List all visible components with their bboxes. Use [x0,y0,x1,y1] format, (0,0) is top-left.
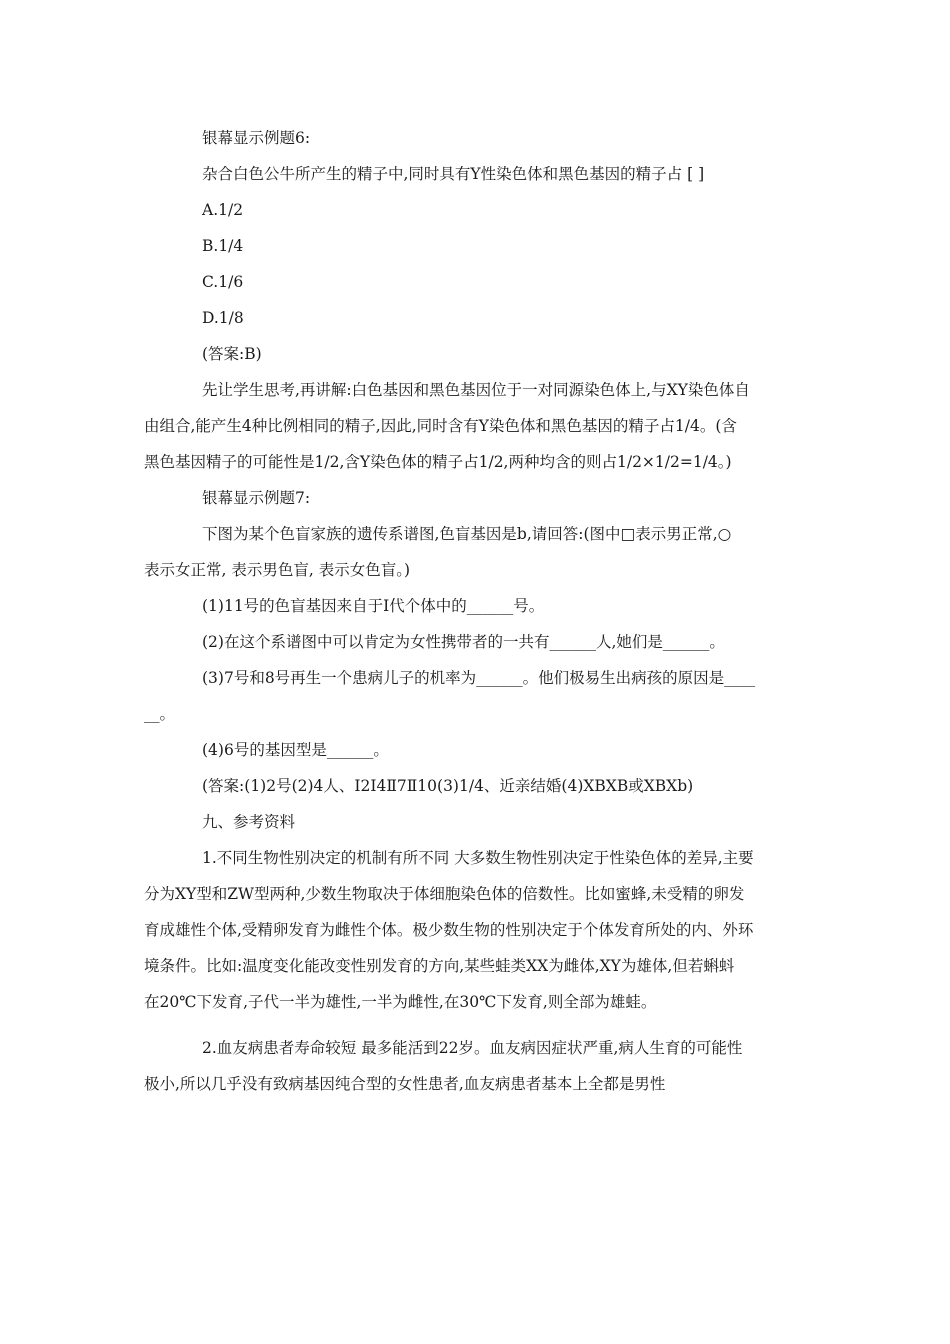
option-c: C.1/6 [202,273,244,291]
example6-explanation-line: 由组合,能产生4种比例相同的精子,因此,同时含有Y染色体和黑色基因的精子占1/4。(含 [144,417,737,435]
option-b: B.1/4 [202,237,244,255]
option-a: A.1/2 [202,201,244,219]
example6-heading: 银幕显示例题6: [202,129,311,147]
example7-answer: (答案:(1)2号(2)4人、Ⅰ2Ⅰ4Ⅱ7Ⅱ10(3)1/4、近亲结婚(4)XBXB或XBXb) [202,777,694,795]
reference-para1-line: 在20℃下发育,子代一半为雄性,一半为雌性,在30℃下发育,则全部为雄蛙。 [144,993,657,1011]
example7-question-3-continued: __。 [144,705,176,723]
example7-intro-line: 表示女正常, 表示男色盲, 表示女色盲。) [144,561,411,579]
option-d: D.1/8 [202,309,244,327]
example6-explanation-line: 黑色基因精子的可能性是1/2,含Y染色体的精子占1/2,两种均含的则占1/2×1/2=1/4。) [144,453,732,471]
reference-para1-line: 育成雄性个体,受精卵发育为雌性个体。极少数生物的性别决定于个体发育所处的内、外环 [144,921,754,939]
example6-question: 杂合白色公牛所产生的精子中,同时具有Y性染色体和黑色基因的精子占 [ ] [202,165,705,183]
example7-question-1: (1)11号的色盲基因来自于Ⅰ代个体中的______号。 [202,597,545,615]
document-page [144,120,808,1102]
example7-question-4: (4)6号的基因型是______。 [202,741,389,759]
reference-para1-line: 1.不同生物性别决定的机制有所不同 大多数生物性别决定于性染色体的差异,主要 [202,849,754,867]
reference-para2-line: 极小,所以几乎没有致病基因纯合型的女性患者,血友病患者基本上全都是男性 [144,1075,666,1093]
example6-explanation-line: 先让学生思考,再讲解:白色基因和黑色基因位于一对同源染色体上,与XY染色体自 [202,381,750,399]
reference-para2-line: 2.血友病患者寿命较短 最多能活到22岁。血友病因症状严重,病人生育的可能性 [202,1039,743,1057]
example6-answer: (答案:B) [202,345,262,363]
reference-para1-line: 境条件。比如:温度变化能改变性别发育的方向,某些蛙类XX为雌体,XY为雄体,但若蝌蚪 [144,957,735,975]
example7-question-2: (2)在这个系谱图中可以肯定为女性携带者的一共有______人,她们是______。 [202,633,725,651]
example7-heading: 银幕显示例题7: [202,489,311,507]
example7-question-3: (3)7号和8号再生一个患病儿子的机率为______。他们极易生出病孩的原因是____ [202,669,756,687]
reference-para1-line: 分为XY型和ZW型两种,少数生物取决于体细胞染色体的倍数性。比如蜜蜂,未受精的卵发 [144,885,745,903]
example7-intro-line: 下图为某个色盲家族的遗传系谱图,色盲基因是b,请回答:(图中□表示男正常,○ [202,525,732,543]
section9-heading: 九、参考资料 [202,813,296,831]
